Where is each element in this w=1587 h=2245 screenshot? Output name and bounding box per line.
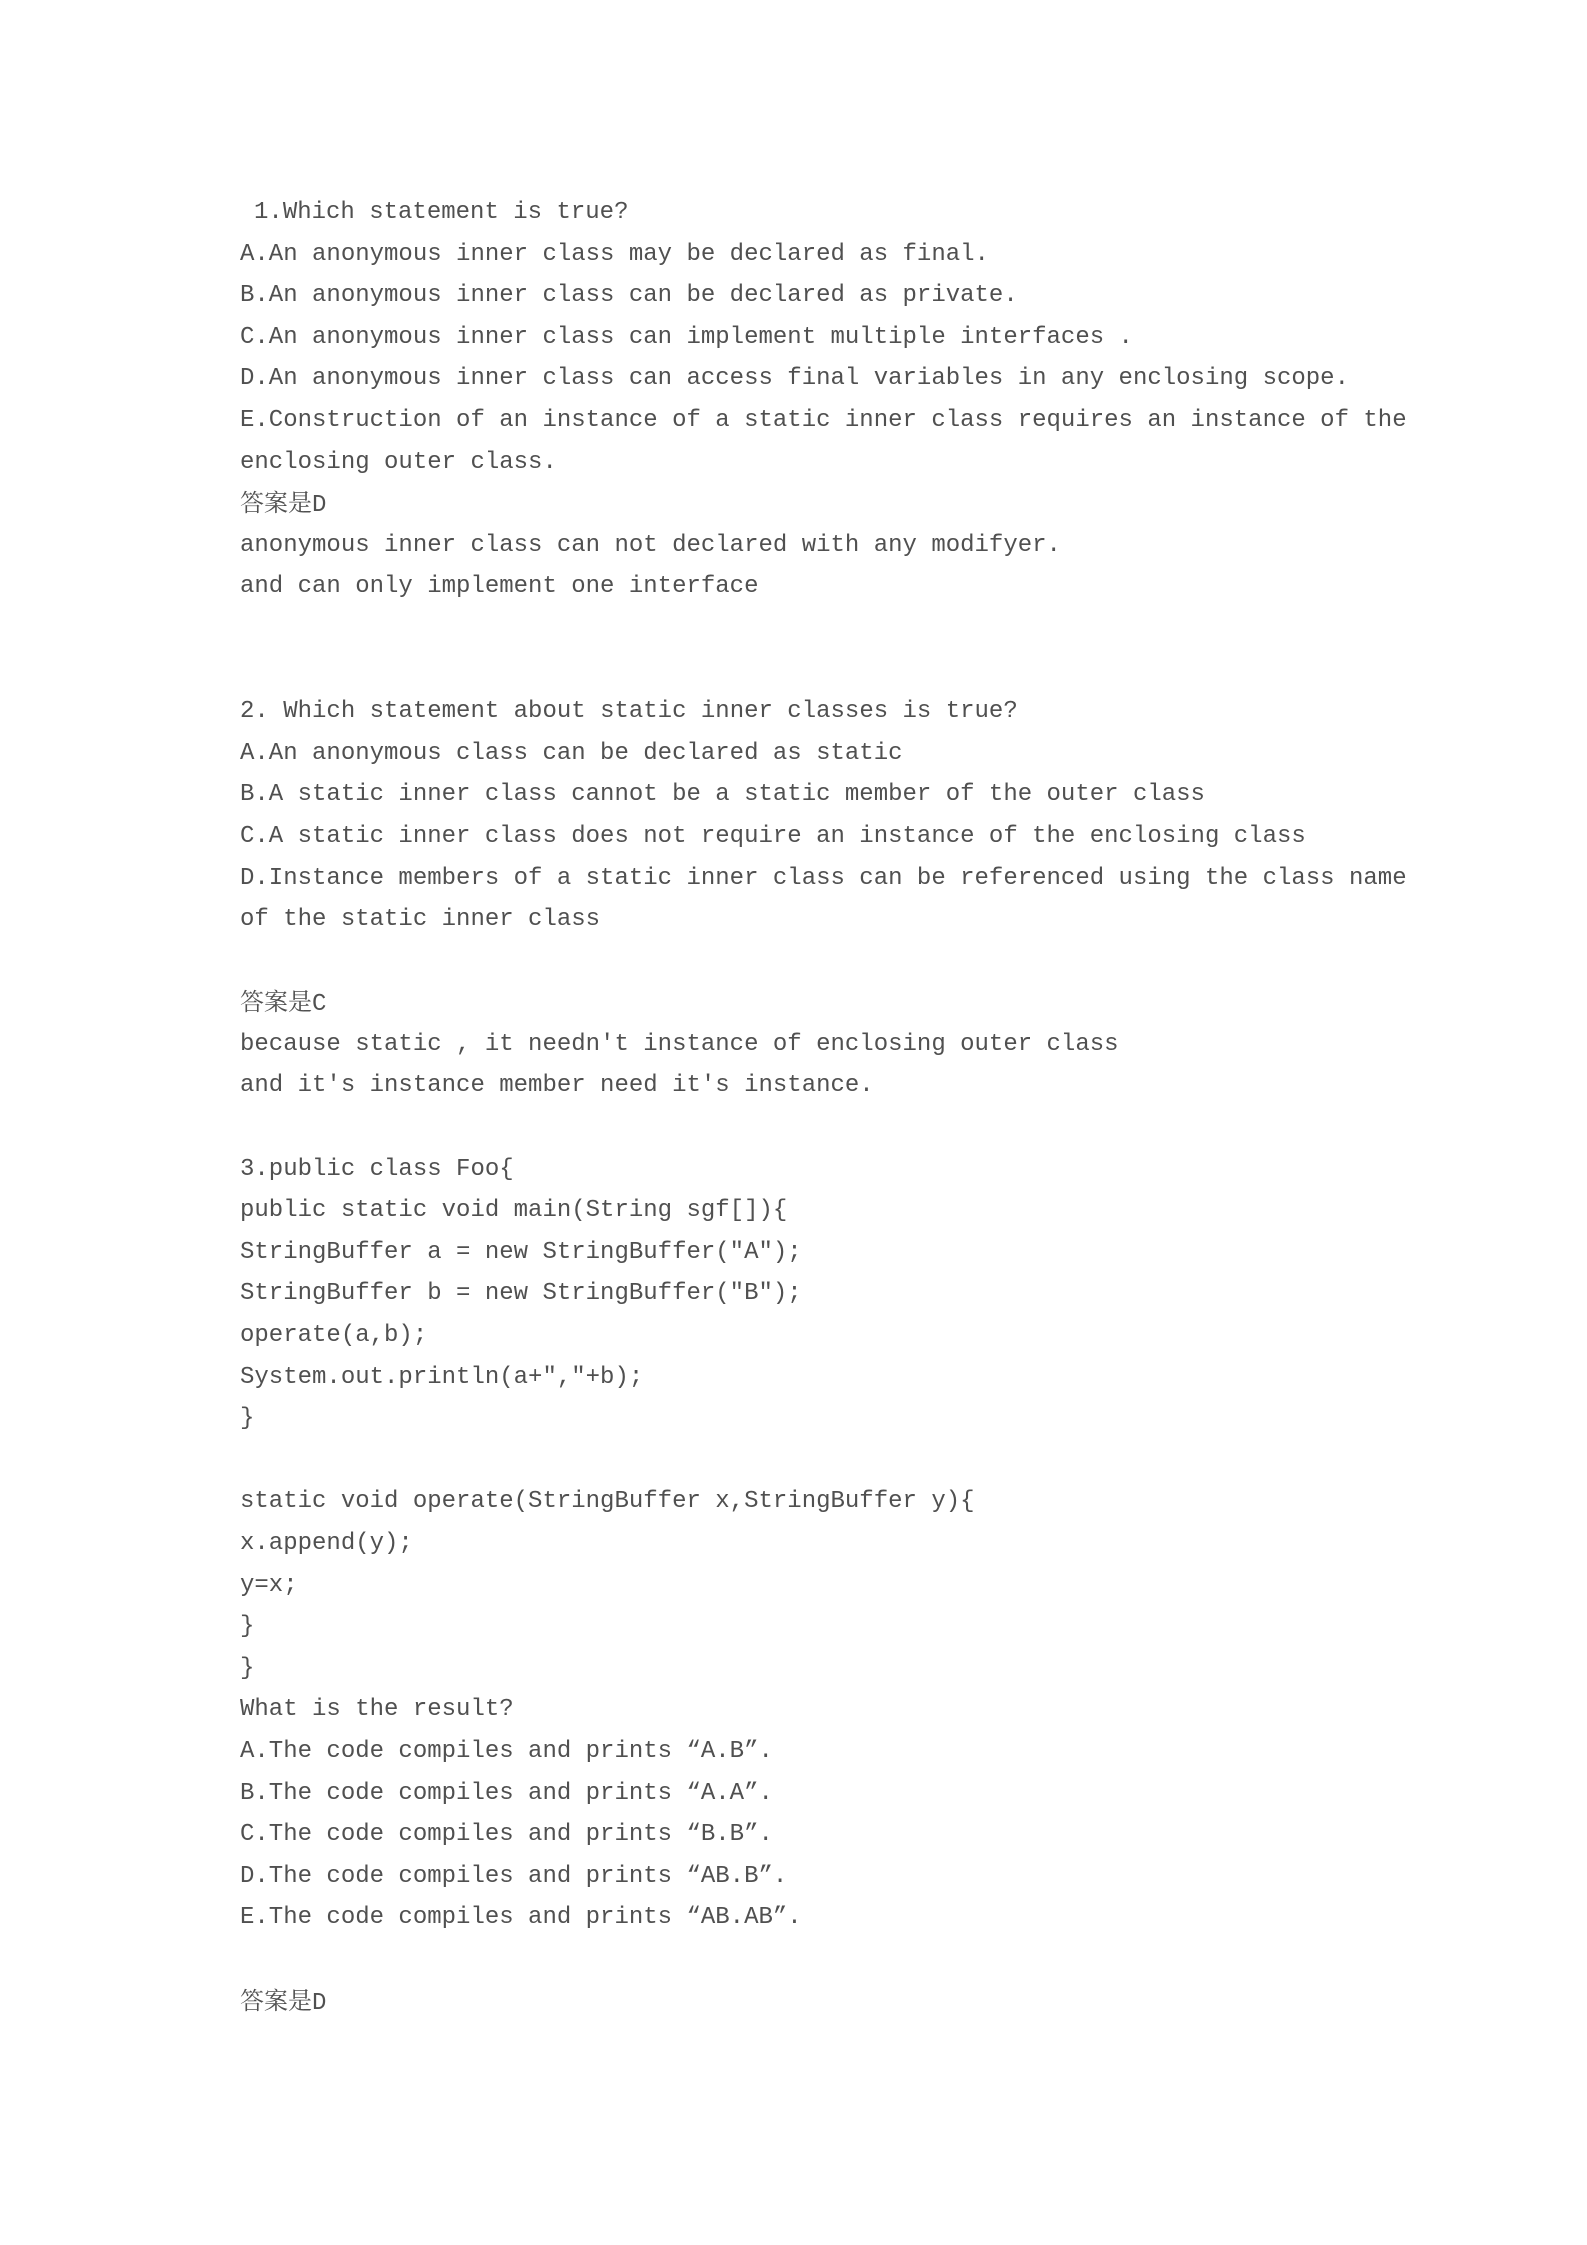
option-d-continued: of the static inner class (240, 906, 601, 934)
answer-label: 答案是 (240, 489, 312, 518)
answer-value: D (312, 1989, 327, 2017)
explanation-line: anonymous inner class can not declared with any modifyer. (240, 531, 1061, 559)
option-b: B.A static inner class cannot be a static member of the outer class (240, 781, 1205, 809)
option-d: D.Instance members of a static inner class can be referenced using the class name (240, 864, 1407, 892)
spacer (240, 941, 1370, 983)
code-line: static void operate(StringBuffer x,StringBuffer y){ (240, 1488, 975, 1516)
option-c: C.A static inner class does not require an instance of the enclosing class (240, 822, 1306, 850)
question-1 (240, 192, 1407, 608)
question-text: Which statement is true? (282, 199, 629, 226)
explanation-line: and can only implement one interface (240, 573, 759, 601)
answer-value: D (312, 492, 327, 520)
answer-line (240, 483, 1370, 525)
question-2-title (240, 691, 1370, 733)
answer-value: C (312, 991, 327, 1019)
code-line: 3.public class Foo{ (240, 1155, 514, 1183)
option-c: C.An anonymous inner class can implement multiple interfaces . (240, 323, 1133, 351)
question-number: 1. (254, 199, 283, 226)
option-e: E.Construction of an instance of a static inner class requires an instance of the (240, 406, 1407, 434)
explanation-line: and it's instance member need it's instance. (240, 1072, 874, 1100)
code-line: StringBuffer b = new StringBuffer("B"); (240, 1280, 802, 1308)
option-d: D.An anonymous inner class can access final variables in any enclosing scope. (240, 365, 1349, 393)
option-c: C.The code compiles and prints “B.B”. (240, 1821, 773, 1849)
spacer (240, 608, 1370, 650)
answer-label: 答案是 (240, 988, 312, 1017)
code-line: public static void main(String sgf[]){ (240, 1197, 788, 1225)
option-e: E.The code compiles and prints “AB.AB”. (240, 1904, 802, 1932)
question-3 (240, 1149, 1370, 2022)
code-line: x.append(y); (240, 1530, 413, 1557)
code-line: } (240, 1405, 255, 1433)
code-line: } (240, 1613, 255, 1641)
spacer (240, 650, 1370, 692)
question-number: 2. (240, 698, 269, 726)
code-line: } (240, 1654, 255, 1682)
option-a: A.An anonymous inner class may be declared as final. (240, 240, 989, 268)
option-b: B.The code compiles and prints “A.A”. (240, 1779, 773, 1807)
option-a: A.The code compiles and prints “A.B”. (240, 1737, 773, 1765)
spacer (240, 1107, 1370, 1149)
code-line: operate(a,b); (240, 1322, 428, 1350)
question-3-title: What is the result? (240, 1696, 514, 1724)
option-d: D.The code compiles and prints “AB.B”. (240, 1862, 788, 1890)
code-line: StringBuffer a = new StringBuffer("A"); (240, 1238, 802, 1266)
option-b: B.An anonymous inner class can be declared as private. (240, 282, 1018, 310)
option-e-continued: enclosing outer class. (240, 448, 557, 476)
question-text: Which statement about static inner classes is true? (283, 698, 1018, 726)
answer-line (240, 982, 1370, 1024)
code-line: System.out.println(a+","+b); (240, 1363, 644, 1391)
answer-label: 答案是 (240, 1986, 312, 2015)
code-line: y=x; (240, 1571, 298, 1599)
question-2 (240, 691, 1407, 1107)
option-a: A.An anonymous class can be declared as static (240, 739, 903, 767)
code-block (240, 1149, 1370, 1690)
question-1-title (240, 192, 1370, 234)
code-line (240, 1440, 1370, 1482)
document-page (240, 192, 1407, 2022)
spacer (240, 1939, 1370, 1981)
explanation-line: because static , it needn't instance of enclosing outer class (240, 1030, 1119, 1058)
answer-line (240, 1981, 1370, 2023)
